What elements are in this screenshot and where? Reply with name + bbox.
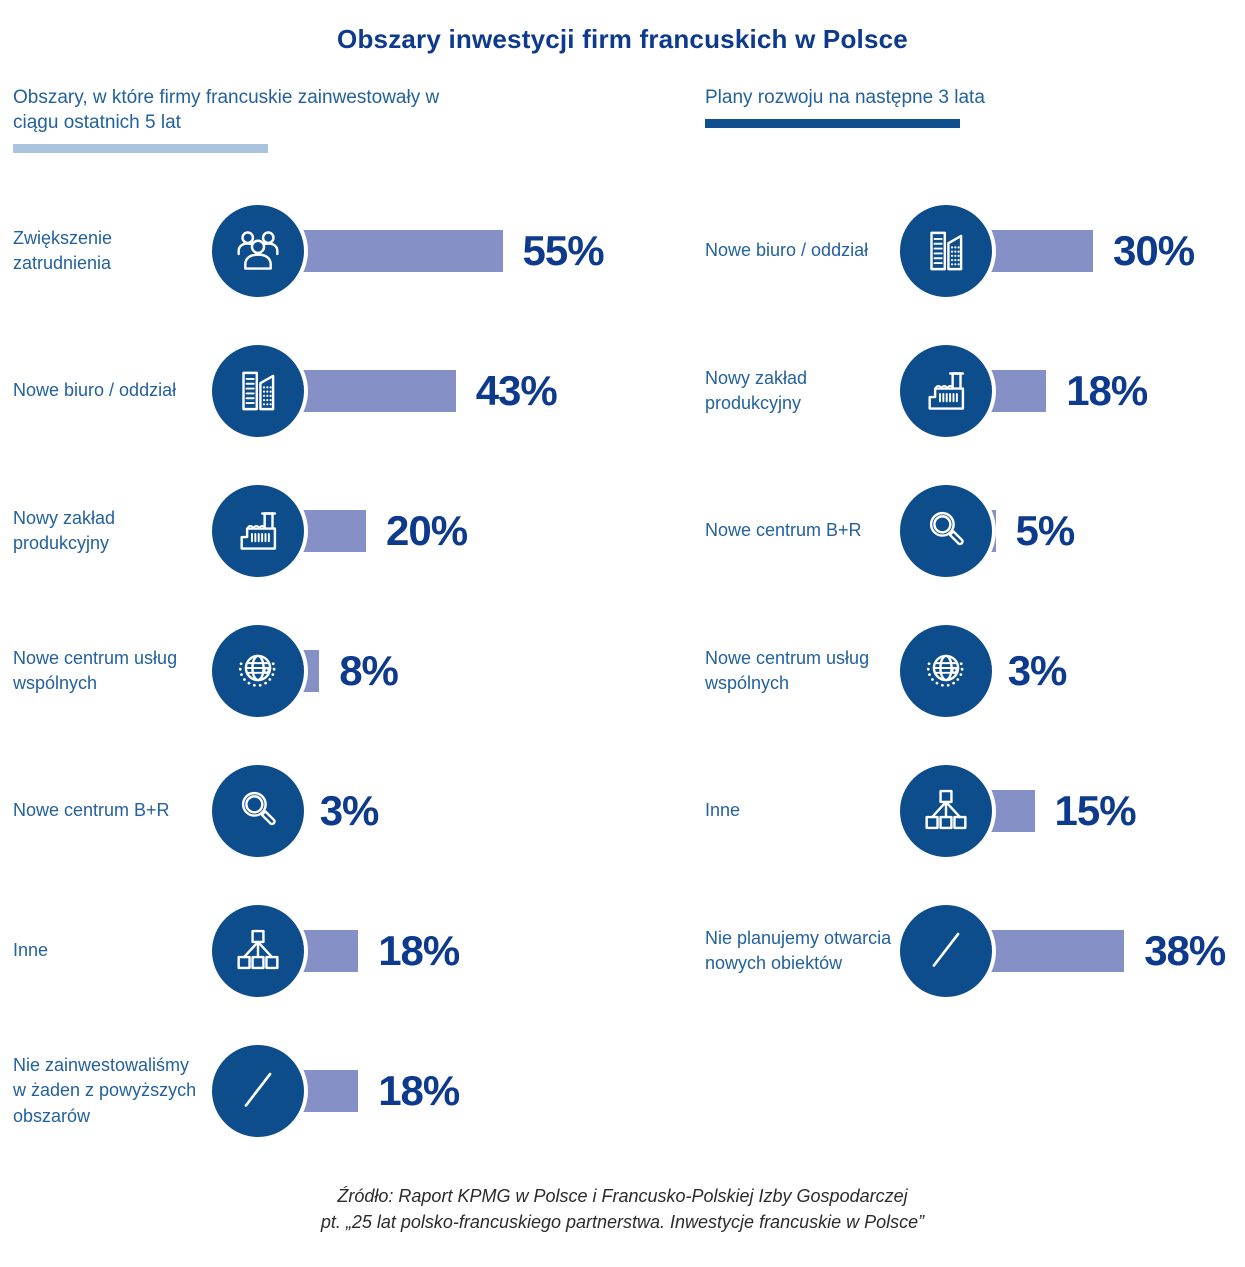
row-label: Nie planujemy otwarcia nowych obiektów [705, 927, 892, 973]
buildings-icon [229, 362, 287, 420]
value-bar [976, 930, 1124, 972]
chart-row [13, 461, 622, 601]
icon-circle [212, 765, 304, 857]
page-title: Obszary inwestycji firm francuskich w Polsce [337, 24, 908, 54]
source-line1: Źródło: Raport KPMG w Polsce i Francusko-Polskiej Izby Gospodarczej [337, 1186, 908, 1206]
factory-icon [229, 502, 287, 560]
group-icon [229, 222, 287, 280]
value-label: 30% [1113, 227, 1195, 274]
chart-row [705, 461, 1245, 601]
value-label: 8% [339, 647, 398, 694]
row-label: Nowy zakład produkcyjny [705, 367, 808, 413]
icon-circle [212, 625, 304, 717]
row-label: Nie zainwestowaliśmy w żaden z powyższych obszarów [13, 1055, 197, 1126]
icon-circle [900, 345, 992, 437]
row-label: Nowe biuro / oddział [705, 240, 869, 261]
value-label: 3% [1007, 647, 1067, 694]
column-underline [13, 144, 268, 153]
icon-circle [212, 345, 304, 437]
icon-circle [212, 485, 304, 577]
column-header [705, 85, 1245, 155]
chart-row [705, 181, 1245, 321]
row-label: Nowe centrum B+R [705, 520, 862, 541]
row-label: Nowe centrum usług wspólnych [705, 647, 870, 693]
chart-row [705, 601, 1245, 741]
source-line2: pt. „25 lat polsko-francuskiego partnerstwa. Inwestycje francuskie w Polsce” [320, 1212, 925, 1233]
chart-row [13, 181, 622, 321]
row-label: Nowe biuro / oddział [13, 380, 177, 401]
chart-row [705, 741, 1245, 881]
chart-columns [0, 85, 1245, 1161]
source-note [0, 1183, 1245, 1235]
magnifier-icon [917, 502, 975, 560]
row-label: Inne [13, 940, 49, 961]
factory-icon [917, 362, 975, 420]
slash-icon [917, 922, 975, 980]
value-label: 18% [378, 927, 460, 974]
slash-icon [229, 1062, 287, 1120]
icon-circle [900, 625, 992, 717]
column-future-plans [622, 85, 1245, 1161]
column-header [13, 85, 622, 155]
value-label: 20% [386, 507, 468, 554]
org-chart-icon [229, 922, 287, 980]
icon-circle [212, 1045, 304, 1137]
magnifier-icon [229, 782, 287, 840]
value-bar [976, 230, 1093, 272]
column-underline [705, 119, 960, 128]
chart-row [13, 1021, 622, 1161]
value-label: 3% [319, 787, 379, 834]
value-label: 18% [378, 1067, 460, 1114]
globe-icon [917, 642, 975, 700]
icon-circle [212, 205, 304, 297]
org-chart-icon [917, 782, 975, 840]
icon-circle [212, 905, 304, 997]
chart-row [705, 881, 1245, 1021]
icon-circle [900, 765, 992, 857]
row-label: Zwiększenie zatrudnienia [13, 227, 113, 273]
value-label: 18% [1066, 367, 1148, 414]
row-label: Nowe centrum usług wspólnych [13, 647, 178, 693]
column-past-investments [0, 85, 622, 1161]
column-header-text: Obszary, w które firmy francuskie zainwestowały w ciągu ostatnich 5 lat [13, 87, 440, 134]
value-bar [288, 370, 456, 412]
row-label: Inne [705, 800, 741, 821]
value-label: 43% [475, 367, 557, 414]
column-header-text: Plany rozwoju na następne 3 lata [705, 87, 985, 108]
buildings-icon [917, 222, 975, 280]
row-label: Nowy zakład produkcyjny [13, 507, 116, 553]
chart-row [13, 881, 622, 1021]
value-label: 55% [522, 227, 604, 274]
chart-row [705, 321, 1245, 461]
value-label: 15% [1054, 787, 1136, 834]
chart-row [13, 601, 622, 741]
icon-circle [900, 205, 992, 297]
icon-circle [900, 905, 992, 997]
value-label: 38% [1144, 927, 1226, 974]
rows-past-investments [13, 181, 622, 1161]
chart-row [13, 741, 622, 881]
value-label: 5% [1015, 507, 1075, 554]
globe-icon [229, 642, 287, 700]
rows-future-plans [705, 181, 1245, 1021]
row-label: Nowe centrum B+R [13, 800, 170, 821]
value-bar [288, 230, 503, 272]
icon-circle [900, 485, 992, 577]
chart-row [13, 321, 622, 461]
